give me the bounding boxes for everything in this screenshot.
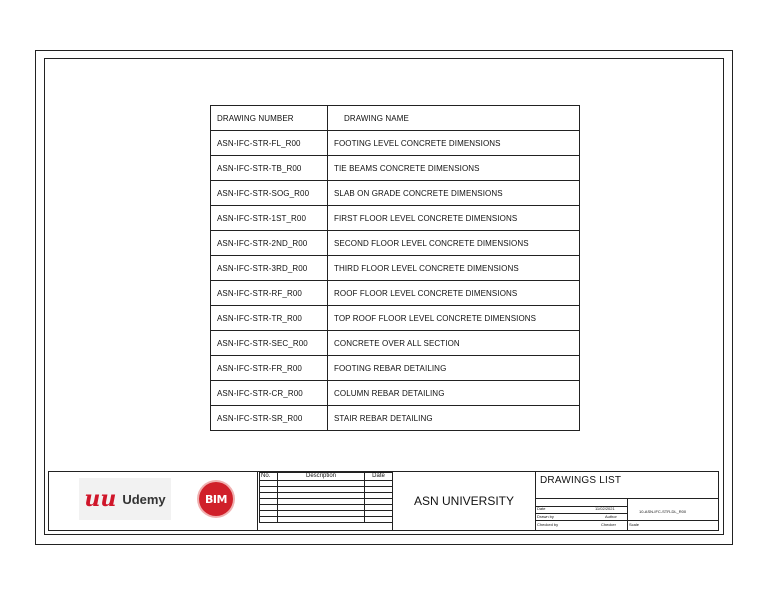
- revision-cell: [278, 517, 365, 523]
- table-row: [211, 131, 580, 156]
- drawing-name-cell: TIE BEAMS CONCRETE DIMENSIONS: [328, 156, 580, 181]
- revision-cell: [365, 517, 393, 523]
- divider-line: [257, 472, 258, 530]
- table-row: [211, 331, 580, 356]
- table-row: [211, 156, 580, 181]
- bim-logo-text: BIM: [205, 492, 227, 506]
- table-row: [211, 256, 580, 281]
- table-row: [211, 281, 580, 306]
- table-header-row: [211, 106, 580, 131]
- drawing-name-cell: THIRD FLOOR LEVEL CONCRETE DIMENSIONS: [328, 256, 580, 281]
- drawing-name-cell: FOOTING LEVEL CONCRETE DIMENSIONS: [328, 131, 580, 156]
- sheet-title: DRAWINGS LIST: [540, 475, 622, 486]
- drawing-number-cell: ASN-IFC-STR-SEC_R00: [211, 331, 328, 356]
- table-row: [211, 381, 580, 406]
- scale-label: Scale: [629, 522, 640, 527]
- sheet-number: 10-ASN-IFC-STR-DL_R00: [639, 509, 687, 514]
- udemy-logo: [79, 478, 171, 520]
- udemy-mark-icon: uu: [84, 486, 117, 512]
- header-drawing-number: DRAWING NUMBER: [211, 106, 328, 131]
- checked-by-label: Checked by: [537, 522, 559, 527]
- drawing-name-cell: CONCRETE OVER ALL SECTION: [328, 331, 580, 356]
- revision-row: [260, 517, 393, 523]
- table-row: [211, 356, 580, 381]
- drawing-number-cell: ASN-IFC-STR-TR_R00: [211, 306, 328, 331]
- table-row: [211, 206, 580, 231]
- drawing-number-cell: ASN-IFC-STR-3RD_R00: [211, 256, 328, 281]
- title-block: [48, 471, 719, 531]
- drawn-by-label: Drawn by: [537, 514, 554, 519]
- revision-header-date: Date: [365, 473, 393, 481]
- divider-line: [627, 498, 628, 530]
- revision-header-description: Description: [278, 473, 365, 481]
- drawing-number-cell: ASN-IFC-STR-CR_R00: [211, 381, 328, 406]
- revision-header-no: No.: [260, 473, 278, 481]
- drawing-number-cell: ASN-IFC-STR-RF_R00: [211, 281, 328, 306]
- drawing-name-cell: FIRST FLOOR LEVEL CONCRETE DIMENSIONS: [328, 206, 580, 231]
- table-row: [211, 306, 580, 331]
- drawing-number-cell: ASN-IFC-STR-FR_R00: [211, 356, 328, 381]
- drawing-name-cell: COLUMN REBAR DETAILING: [328, 381, 580, 406]
- drawing-number-cell: ASN-IFC-STR-1ST_R00: [211, 206, 328, 231]
- drawing-name-cell: FOOTING REBAR DETAILING: [328, 356, 580, 381]
- date-value: 11/02/2021: [595, 506, 615, 511]
- drawn-by-value: Author: [605, 514, 617, 519]
- header-drawing-name: DRAWING NAME: [328, 106, 580, 131]
- udemy-wordmark: Udemy: [122, 491, 166, 507]
- drawing-number-cell: ASN-IFC-STR-2ND_R00: [211, 231, 328, 256]
- sheet-info-block: [535, 472, 718, 530]
- table-row: [211, 231, 580, 256]
- drawing-name-cell: TOP ROOF FLOOR LEVEL CONCRETE DIMENSIONS: [328, 306, 580, 331]
- revision-cell: [260, 517, 278, 523]
- drawing-number-cell: ASN-IFC-STR-FL_R00: [211, 131, 328, 156]
- drawing-name-cell: ROOF FLOOR LEVEL CONCRETE DIMENSIONS: [328, 281, 580, 306]
- drawing-number-cell: ASN-IFC-STR-SOG_R00: [211, 181, 328, 206]
- client-name: ASN UNIVERSITY: [413, 494, 515, 508]
- table-row: [211, 181, 580, 206]
- table-row: [211, 406, 580, 431]
- divider-line: [392, 472, 393, 530]
- drawing-number-cell: ASN-IFC-STR-TB_R00: [211, 156, 328, 181]
- date-label: Date: [537, 506, 546, 511]
- checked-by-value: Checker: [601, 522, 616, 527]
- drawing-name-cell: SLAB ON GRADE CONCRETE DIMENSIONS: [328, 181, 580, 206]
- drawing-name-cell: STAIR REBAR DETAILING: [328, 406, 580, 431]
- bim-logo: [199, 482, 233, 516]
- drawing-name-cell: SECOND FLOOR LEVEL CONCRETE DIMENSIONS: [328, 231, 580, 256]
- drawing-number-cell: ASN-IFC-STR-SR_R00: [211, 406, 328, 431]
- revision-table: [259, 472, 393, 523]
- drawings-list-table: [210, 105, 580, 431]
